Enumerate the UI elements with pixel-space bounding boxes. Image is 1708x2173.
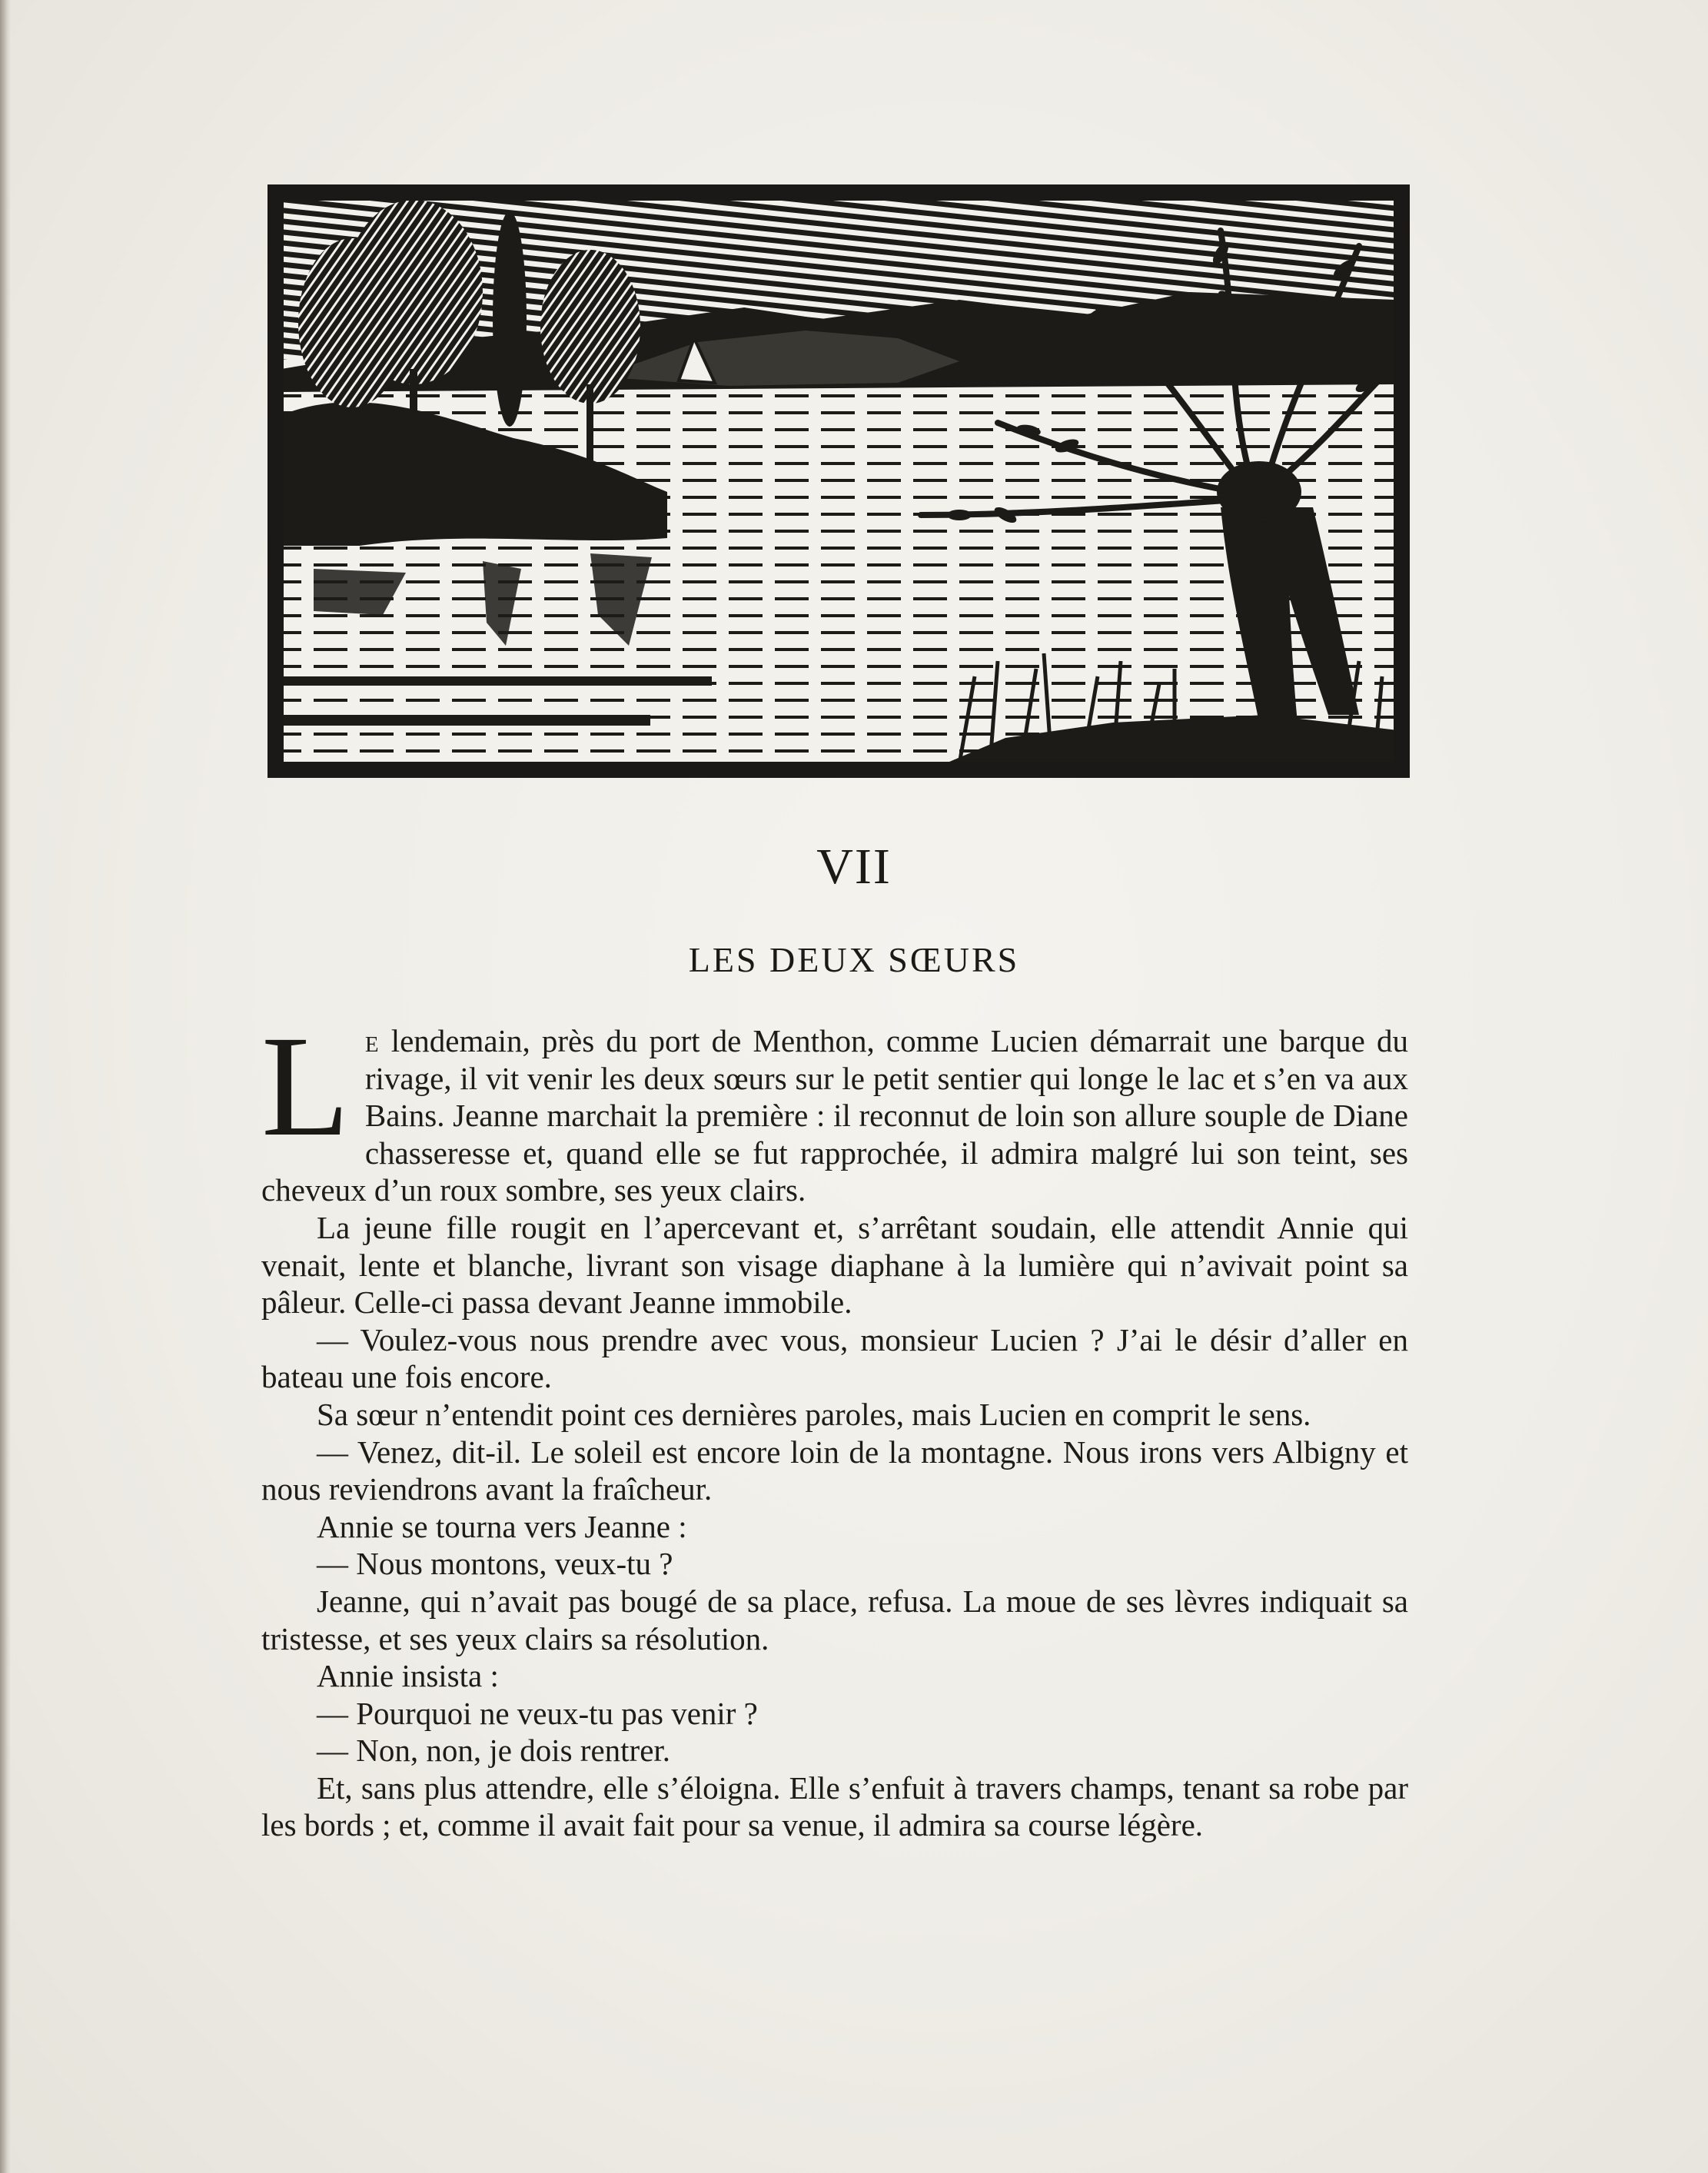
paragraph-6: Annie se tourna vers Jeanne : <box>317 1508 687 1544</box>
paragraph-12: Et, sans plus attendre, elle s’éloigna. Elle s’enfuit à travers champs, tenant sa robe par les bords ; et, comme il avait fait pour sa venue, il admira sa course légère. <box>261 1769 1408 1843</box>
chapter-number: VII <box>816 839 892 895</box>
chapter-body-text <box>261 1005 1408 1844</box>
drop-cap-letter: L <box>261 1005 350 1166</box>
paragraph-10: — Pourquoi ne veux-tu pas venir ? <box>317 1695 758 1731</box>
paragraph-8: Jeanne, qui n’avait pas bougé de sa place, refusa. La moue de ses lèvres indiquait sa tristesse, et ses yeux clairs sa résolution. <box>261 1583 1408 1656</box>
page-binding-edge <box>0 0 11 2173</box>
paragraph-4: Sa sœur n’entendit point ces dernières paroles, mais Lucien en comprit le sens. <box>317 1396 1311 1432</box>
paragraph-3: — Voulez-vous nous prendre avec vous, monsieur Lucien ? J’ai le désir d’aller en bateau une fois encore. <box>261 1321 1408 1395</box>
paragraph-7: — Nous montons, veux-tu ? <box>317 1546 673 1582</box>
paragraph-1 <box>261 1005 1408 1209</box>
woodcut-lake-landscape-icon <box>267 184 1410 778</box>
paragraph-5: — Venez, dit-il. Le soleil est encore loin de la montagne. Nous irons vers Albigny et nous reviendrons avant la fraîcheur. <box>261 1434 1408 1507</box>
paragraph-11: — Non, non, je dois rentrer. <box>317 1733 671 1769</box>
paragraph-2: La jeune fille rougit en l’apercevant et, s’arrêtant soudain, elle attendit Annie qui venait, lente et blanche, livrant son visage diaphane à la lumière qui n’avivait point sa pâleur. Celle-ci passa devant Jeanne immobile. <box>261 1209 1408 1321</box>
chapter-title: LES DEUX SŒURS <box>688 940 1020 979</box>
paragraph-1-text: lendemain, près du port de Menthon, comme Lucien démarrait une barque du rivage, il vit venir les deux sœurs sur le petit sentier qui longe le lac et s’en va aux Bains. Jeanne marchait la première : il reconnut de loin son allure souple de Diane chasseresse et, quand elle se fut rapprochée, il admira malgré lui son teint, ses cheveux d’un roux sombre, ses yeux clairs. <box>261 1023 1408 1208</box>
paragraph-9: Annie insista : <box>317 1658 499 1694</box>
first-word-rest: e <box>364 1023 380 1058</box>
